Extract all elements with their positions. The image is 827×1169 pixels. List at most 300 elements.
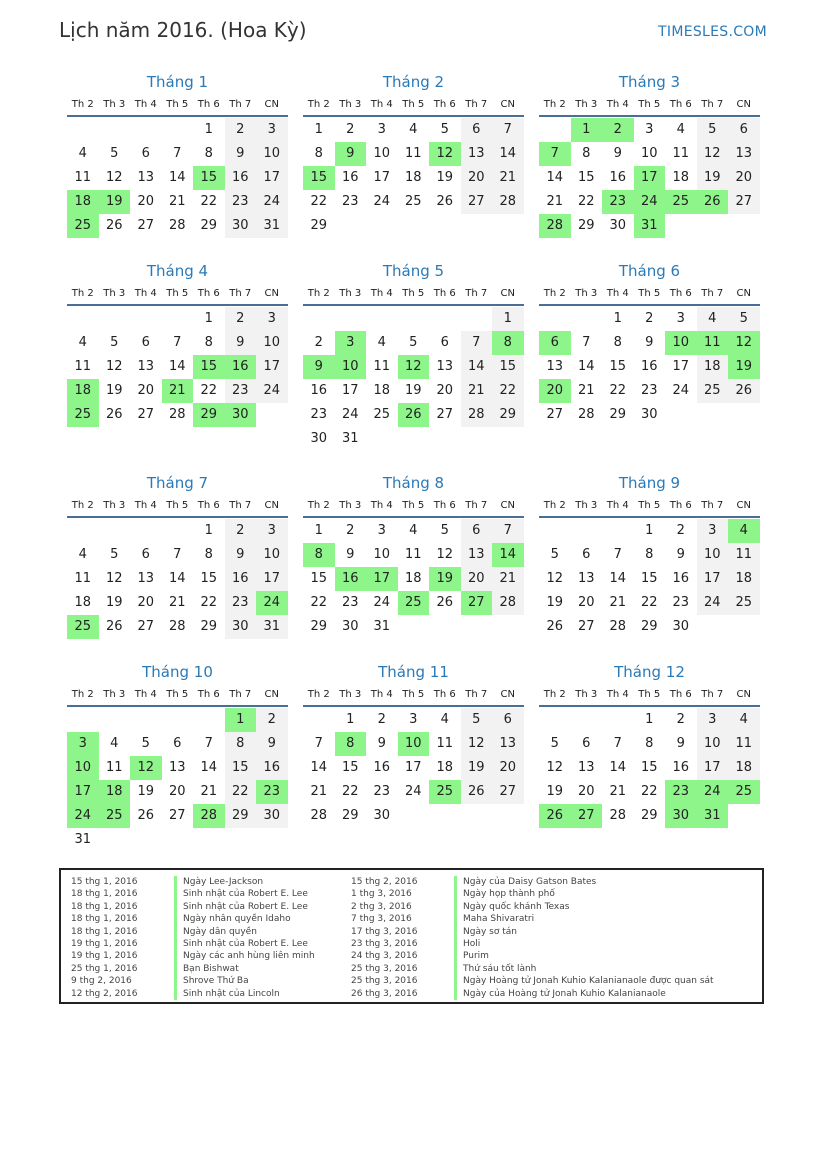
day-cell[interactable]: 9 (225, 142, 257, 166)
day-cell[interactable]: 23 (341, 595, 359, 610)
holiday-day-cell[interactable]: 28 (193, 804, 225, 828)
holiday-day-cell[interactable]: 3 (67, 732, 99, 756)
day-cell[interactable]: 27 (492, 780, 524, 804)
day-cell[interactable]: 14 (609, 760, 627, 775)
holiday-day-cell[interactable]: 21 (162, 379, 194, 403)
day-cell[interactable]: 11 (74, 170, 92, 185)
day-cell[interactable]: 2 (314, 335, 323, 350)
day-cell[interactable]: 6 (582, 736, 591, 751)
day-cell[interactable]: 14 (461, 355, 493, 379)
holiday-day-cell[interactable]: 2 (602, 118, 634, 142)
day-cell[interactable]: 7 (461, 331, 493, 355)
day-cell[interactable]: 3 (697, 519, 729, 543)
day-cell[interactable]: 13 (492, 732, 524, 756)
holiday-day-cell[interactable]: 8 (303, 543, 335, 567)
day-cell[interactable]: 11 (404, 146, 422, 161)
day-cell[interactable]: 14 (168, 571, 186, 586)
day-cell[interactable]: 20 (492, 756, 524, 780)
day-cell[interactable]: 6 (440, 335, 449, 350)
day-cell[interactable]: 29 (640, 808, 658, 823)
day-cell[interactable]: 9 (613, 146, 622, 161)
day-cell[interactable]: 15 (200, 571, 218, 586)
holiday-day-cell[interactable]: 14 (492, 543, 524, 567)
day-cell[interactable]: 30 (373, 808, 391, 823)
day-cell[interactable]: 18 (436, 760, 454, 775)
day-cell[interactable]: 16 (225, 567, 257, 591)
day-cell[interactable]: 26 (436, 595, 454, 610)
day-cell[interactable]: 6 (173, 736, 182, 751)
day-cell[interactable]: 17 (672, 359, 690, 374)
day-cell[interactable]: 15 (492, 355, 524, 379)
day-cell[interactable]: 4 (676, 122, 685, 137)
holiday-day-cell[interactable]: 10 (67, 756, 99, 780)
holiday-day-cell[interactable]: 16 (225, 355, 257, 379)
day-cell[interactable]: 5 (110, 146, 119, 161)
day-cell[interactable]: 29 (577, 218, 595, 233)
day-cell[interactable]: 27 (436, 407, 454, 422)
day-cell[interactable]: 5 (141, 736, 150, 751)
day-cell[interactable]: 17 (341, 383, 359, 398)
day-cell[interactable]: 12 (546, 571, 564, 586)
day-cell[interactable]: 17 (256, 166, 288, 190)
day-cell[interactable]: 25 (728, 591, 760, 615)
day-cell[interactable]: 3 (256, 307, 288, 331)
day-cell[interactable]: 29 (492, 403, 524, 427)
day-cell[interactable]: 19 (461, 756, 493, 780)
holiday-day-cell[interactable]: 15 (193, 355, 225, 379)
day-cell[interactable]: 8 (204, 547, 213, 562)
day-cell[interactable]: 1 (314, 523, 323, 538)
day-cell[interactable]: 15 (640, 760, 658, 775)
holiday-day-cell[interactable]: 12 (130, 756, 162, 780)
day-cell[interactable]: 10 (640, 146, 658, 161)
day-cell[interactable]: 27 (728, 190, 760, 214)
day-cell[interactable]: 20 (461, 567, 493, 591)
holiday-day-cell[interactable]: 9 (335, 142, 367, 166)
day-cell[interactable]: 27 (137, 619, 155, 634)
day-cell[interactable]: 15 (310, 571, 328, 586)
day-cell[interactable]: 13 (137, 170, 155, 185)
day-cell[interactable]: 27 (137, 218, 155, 233)
day-cell[interactable]: 23 (310, 407, 328, 422)
day-cell[interactable]: 21 (461, 379, 493, 403)
day-cell[interactable]: 22 (310, 194, 328, 209)
day-cell[interactable]: 2 (225, 118, 257, 142)
day-cell[interactable]: 19 (105, 383, 123, 398)
holiday-day-cell[interactable]: 8 (335, 732, 367, 756)
day-cell[interactable]: 29 (341, 808, 359, 823)
holiday-day-cell[interactable]: 17 (67, 780, 99, 804)
day-cell[interactable]: 27 (546, 407, 564, 422)
day-cell[interactable]: 18 (672, 170, 690, 185)
day-cell[interactable]: 21 (168, 595, 186, 610)
day-cell[interactable]: 28 (609, 808, 627, 823)
day-cell[interactable]: 11 (74, 571, 92, 586)
holiday-day-cell[interactable]: 12 (728, 331, 760, 355)
holiday-day-cell[interactable]: 19 (429, 567, 461, 591)
day-cell[interactable]: 13 (137, 359, 155, 374)
day-cell[interactable]: 8 (204, 335, 213, 350)
holiday-day-cell[interactable]: 1 (571, 118, 603, 142)
day-cell[interactable]: 5 (110, 335, 119, 350)
day-cell[interactable]: 1 (492, 307, 524, 331)
holiday-day-cell[interactable]: 3 (335, 331, 367, 355)
day-cell[interactable]: 13 (461, 142, 493, 166)
day-cell[interactable]: 5 (550, 736, 559, 751)
day-cell[interactable]: 4 (728, 708, 760, 732)
day-cell[interactable]: 30 (256, 804, 288, 828)
day-cell[interactable]: 14 (168, 359, 186, 374)
day-cell[interactable]: 10 (373, 547, 391, 562)
day-cell[interactable]: 20 (168, 784, 186, 799)
day-cell[interactable]: 4 (110, 736, 119, 751)
day-cell[interactable]: 17 (256, 567, 288, 591)
day-cell[interactable]: 5 (409, 335, 418, 350)
day-cell[interactable]: 21 (609, 595, 627, 610)
day-cell[interactable]: 14 (546, 170, 564, 185)
day-cell[interactable]: 16 (609, 170, 627, 185)
day-cell[interactable]: 7 (173, 335, 182, 350)
day-cell[interactable]: 2 (676, 712, 685, 727)
day-cell[interactable]: 19 (137, 784, 155, 799)
holiday-day-cell[interactable]: 31 (634, 214, 666, 238)
day-cell[interactable]: 27 (461, 190, 493, 214)
holiday-day-cell[interactable]: 30 (665, 804, 697, 828)
day-cell[interactable]: 5 (728, 307, 760, 331)
day-cell[interactable]: 3 (377, 122, 386, 137)
day-cell[interactable]: 10 (373, 146, 391, 161)
holiday-day-cell[interactable]: 24 (697, 780, 729, 804)
holiday-day-cell[interactable]: 26 (539, 804, 571, 828)
day-cell[interactable]: 9 (346, 547, 355, 562)
day-cell[interactable]: 4 (409, 523, 418, 538)
day-cell[interactable]: 29 (640, 619, 658, 634)
day-cell[interactable]: 13 (436, 359, 454, 374)
holiday-day-cell[interactable]: 17 (634, 166, 666, 190)
day-cell[interactable]: 18 (728, 567, 760, 591)
day-cell[interactable]: 22 (341, 784, 359, 799)
day-cell[interactable]: 30 (609, 218, 627, 233)
day-cell[interactable]: 19 (546, 784, 564, 799)
day-cell[interactable]: 4 (78, 146, 87, 161)
day-cell[interactable]: 5 (110, 547, 119, 562)
day-cell[interactable]: 18 (404, 170, 422, 185)
day-cell[interactable]: 7 (314, 736, 323, 751)
day-cell[interactable]: 1 (204, 523, 213, 538)
day-cell[interactable]: 8 (582, 146, 591, 161)
day-cell[interactable]: 26 (436, 194, 454, 209)
day-cell[interactable]: 11 (404, 547, 422, 562)
day-cell[interactable]: 5 (697, 118, 729, 142)
day-cell[interactable]: 20 (577, 595, 595, 610)
day-cell[interactable]: 26 (137, 808, 155, 823)
day-cell[interactable]: 12 (546, 760, 564, 775)
day-cell[interactable]: 26 (461, 780, 493, 804)
day-cell[interactable]: 6 (461, 118, 493, 142)
day-cell[interactable]: 12 (105, 571, 123, 586)
day-cell[interactable]: 22 (200, 194, 218, 209)
day-cell[interactable]: 9 (225, 331, 257, 355)
day-cell[interactable]: 7 (204, 736, 213, 751)
day-cell[interactable]: 4 (78, 335, 87, 350)
day-cell[interactable]: 16 (225, 166, 257, 190)
day-cell[interactable]: 16 (640, 359, 658, 374)
day-cell[interactable]: 29 (200, 619, 218, 634)
day-cell[interactable]: 9 (256, 732, 288, 756)
holiday-day-cell[interactable]: 18 (67, 379, 99, 403)
day-cell[interactable]: 7 (613, 547, 622, 562)
day-cell[interactable]: 29 (310, 218, 328, 233)
day-cell[interactable]: 15 (640, 571, 658, 586)
day-cell[interactable]: 31 (341, 431, 359, 446)
day-cell[interactable]: 6 (492, 708, 524, 732)
day-cell[interactable]: 4 (377, 335, 386, 350)
day-cell[interactable]: 24 (256, 190, 288, 214)
day-cell[interactable]: 22 (200, 595, 218, 610)
day-cell[interactable]: 2 (645, 311, 654, 326)
day-cell[interactable]: 6 (141, 547, 150, 562)
day-cell[interactable]: 12 (105, 170, 123, 185)
day-cell[interactable]: 25 (697, 379, 729, 403)
day-cell[interactable]: 26 (728, 379, 760, 403)
day-cell[interactable]: 3 (676, 311, 685, 326)
holiday-day-cell[interactable]: 10 (335, 355, 367, 379)
holiday-day-cell[interactable]: 7 (539, 142, 571, 166)
day-cell[interactable]: 7 (492, 519, 524, 543)
day-cell[interactable]: 14 (609, 571, 627, 586)
day-cell[interactable]: 2 (676, 523, 685, 538)
day-cell[interactable]: 12 (436, 547, 454, 562)
day-cell[interactable]: 14 (577, 359, 595, 374)
holiday-day-cell[interactable]: 6 (539, 331, 571, 355)
day-cell[interactable]: 4 (440, 712, 449, 727)
day-cell[interactable]: 21 (168, 194, 186, 209)
day-cell[interactable]: 7 (173, 547, 182, 562)
day-cell[interactable]: 22 (200, 383, 218, 398)
day-cell[interactable]: 13 (728, 142, 760, 166)
day-cell[interactable]: 22 (577, 194, 595, 209)
day-cell[interactable]: 26 (105, 218, 123, 233)
day-cell[interactable]: 18 (74, 595, 92, 610)
day-cell[interactable]: 23 (640, 383, 658, 398)
day-cell[interactable]: 20 (436, 383, 454, 398)
holiday-day-cell[interactable]: 17 (366, 567, 398, 591)
day-cell[interactable]: 28 (461, 403, 493, 427)
day-cell[interactable]: 2 (225, 307, 257, 331)
day-cell[interactable]: 4 (697, 307, 729, 331)
holiday-day-cell[interactable]: 11 (697, 331, 729, 355)
holiday-day-cell[interactable]: 28 (539, 214, 571, 238)
day-cell[interactable]: 16 (256, 756, 288, 780)
day-cell[interactable]: 1 (204, 122, 213, 137)
day-cell[interactable]: 8 (225, 732, 257, 756)
holiday-day-cell[interactable]: 24 (67, 804, 99, 828)
holiday-day-cell[interactable]: 15 (303, 166, 335, 190)
holiday-day-cell[interactable]: 1 (225, 708, 257, 732)
day-cell[interactable]: 31 (373, 619, 391, 634)
day-cell[interactable]: 12 (697, 142, 729, 166)
day-cell[interactable]: 3 (256, 519, 288, 543)
day-cell[interactable]: 22 (225, 780, 257, 804)
holiday-day-cell[interactable]: 24 (634, 190, 666, 214)
day-cell[interactable]: 17 (697, 567, 729, 591)
day-cell[interactable]: 30 (672, 619, 690, 634)
day-cell[interactable]: 28 (577, 407, 595, 422)
holiday-day-cell[interactable]: 12 (429, 142, 461, 166)
day-cell[interactable]: 28 (492, 591, 524, 615)
day-cell[interactable]: 16 (341, 170, 359, 185)
day-cell[interactable]: 4 (78, 547, 87, 562)
day-cell[interactable]: 20 (137, 194, 155, 209)
day-cell[interactable]: 2 (256, 708, 288, 732)
day-cell[interactable]: 21 (200, 784, 218, 799)
day-cell[interactable]: 27 (137, 407, 155, 422)
day-cell[interactable]: 20 (728, 166, 760, 190)
day-cell[interactable]: 19 (404, 383, 422, 398)
day-cell[interactable]: 29 (310, 619, 328, 634)
day-cell[interactable]: 31 (256, 214, 288, 238)
holiday-day-cell[interactable]: 30 (225, 403, 257, 427)
day-cell[interactable]: 9 (225, 543, 257, 567)
day-cell[interactable]: 25 (404, 194, 422, 209)
holiday-day-cell[interactable]: 27 (571, 804, 603, 828)
day-cell[interactable]: 8 (613, 335, 622, 350)
holiday-day-cell[interactable]: 31 (697, 804, 729, 828)
day-cell[interactable]: 22 (492, 379, 524, 403)
holiday-day-cell[interactable]: 19 (99, 190, 131, 214)
day-cell[interactable]: 15 (341, 760, 359, 775)
day-cell[interactable]: 13 (577, 760, 595, 775)
day-cell[interactable]: 9 (377, 736, 386, 751)
day-cell[interactable]: 2 (377, 712, 386, 727)
day-cell[interactable]: 21 (492, 166, 524, 190)
day-cell[interactable]: 16 (672, 760, 690, 775)
holiday-day-cell[interactable]: 23 (665, 780, 697, 804)
day-cell[interactable]: 21 (609, 784, 627, 799)
day-cell[interactable]: 2 (346, 523, 355, 538)
day-cell[interactable]: 10 (697, 732, 729, 756)
day-cell[interactable]: 3 (256, 118, 288, 142)
day-cell[interactable]: 5 (550, 547, 559, 562)
day-cell[interactable]: 10 (256, 331, 288, 355)
day-cell[interactable]: 1 (314, 122, 323, 137)
day-cell[interactable]: 13 (546, 359, 564, 374)
day-cell[interactable]: 22 (640, 595, 658, 610)
day-cell[interactable]: 11 (728, 543, 760, 567)
day-cell[interactable]: 13 (168, 760, 186, 775)
day-cell[interactable]: 18 (404, 571, 422, 586)
day-cell[interactable]: 22 (609, 383, 627, 398)
day-cell[interactable]: 8 (314, 146, 323, 161)
holiday-day-cell[interactable]: 10 (665, 331, 697, 355)
day-cell[interactable]: 28 (492, 190, 524, 214)
day-cell[interactable]: 15 (577, 170, 595, 185)
holiday-day-cell[interactable]: 24 (256, 591, 288, 615)
day-cell[interactable]: 13 (577, 571, 595, 586)
day-cell[interactable]: 5 (440, 122, 449, 137)
day-cell[interactable]: 21 (492, 567, 524, 591)
day-cell[interactable]: 28 (168, 619, 186, 634)
day-cell[interactable]: 11 (728, 732, 760, 756)
holiday-day-cell[interactable]: 26 (398, 403, 430, 427)
day-cell[interactable]: 9 (676, 736, 685, 751)
day-cell[interactable]: 8 (645, 736, 654, 751)
day-cell[interactable]: 9 (676, 547, 685, 562)
day-cell[interactable]: 3 (697, 708, 729, 732)
day-cell[interactable]: 14 (200, 760, 218, 775)
day-cell[interactable]: 30 (225, 214, 257, 238)
holiday-day-cell[interactable]: 25 (67, 615, 99, 639)
day-cell[interactable]: 2 (225, 519, 257, 543)
day-cell[interactable]: 10 (256, 142, 288, 166)
day-cell[interactable]: 6 (582, 547, 591, 562)
day-cell[interactable]: 18 (728, 756, 760, 780)
day-cell[interactable]: 26 (105, 407, 123, 422)
holiday-day-cell[interactable]: 25 (67, 214, 99, 238)
day-cell[interactable]: 22 (310, 595, 328, 610)
day-cell[interactable]: 3 (409, 712, 418, 727)
day-cell[interactable]: 28 (609, 619, 627, 634)
holiday-day-cell[interactable]: 25 (728, 780, 760, 804)
day-cell[interactable]: 24 (697, 591, 729, 615)
day-cell[interactable]: 27 (168, 808, 186, 823)
day-cell[interactable]: 7 (582, 335, 591, 350)
holiday-day-cell[interactable]: 9 (303, 355, 335, 379)
day-cell[interactable]: 30 (310, 431, 328, 446)
day-cell[interactable]: 14 (492, 142, 524, 166)
holiday-day-cell[interactable]: 27 (461, 591, 493, 615)
day-cell[interactable]: 1 (204, 311, 213, 326)
day-cell[interactable]: 17 (373, 170, 391, 185)
holiday-day-cell[interactable]: 4 (728, 519, 760, 543)
day-cell[interactable]: 4 (409, 122, 418, 137)
day-cell[interactable]: 5 (440, 523, 449, 538)
day-cell[interactable]: 15 (609, 359, 627, 374)
day-cell[interactable]: 8 (645, 547, 654, 562)
day-cell[interactable]: 15 (225, 756, 257, 780)
day-cell[interactable]: 1 (613, 311, 622, 326)
day-cell[interactable]: 13 (461, 543, 493, 567)
day-cell[interactable]: 23 (341, 194, 359, 209)
day-cell[interactable]: 2 (346, 122, 355, 137)
day-cell[interactable]: 21 (546, 194, 564, 209)
day-cell[interactable]: 26 (105, 619, 123, 634)
day-cell[interactable]: 6 (728, 118, 760, 142)
day-cell[interactable]: 11 (105, 760, 123, 775)
holiday-day-cell[interactable]: 18 (99, 780, 131, 804)
day-cell[interactable]: 23 (672, 595, 690, 610)
holiday-day-cell[interactable]: 25 (99, 804, 131, 828)
day-cell[interactable]: 6 (461, 519, 493, 543)
day-cell[interactable]: 3 (645, 122, 654, 137)
day-cell[interactable]: 19 (436, 170, 454, 185)
day-cell[interactable]: 20 (577, 784, 595, 799)
day-cell[interactable]: 23 (225, 190, 257, 214)
day-cell[interactable]: 24 (373, 194, 391, 209)
day-cell[interactable]: 7 (173, 146, 182, 161)
day-cell[interactable]: 29 (225, 804, 257, 828)
day-cell[interactable]: 21 (577, 383, 595, 398)
holiday-day-cell[interactable]: 16 (335, 567, 367, 591)
day-cell[interactable]: 28 (168, 218, 186, 233)
holiday-day-cell[interactable]: 25 (429, 780, 461, 804)
day-cell[interactable]: 17 (404, 760, 422, 775)
day-cell[interactable]: 20 (137, 595, 155, 610)
day-cell[interactable]: 29 (609, 407, 627, 422)
day-cell[interactable]: 20 (461, 166, 493, 190)
day-cell[interactable]: 20 (137, 383, 155, 398)
day-cell[interactable]: 9 (645, 335, 654, 350)
